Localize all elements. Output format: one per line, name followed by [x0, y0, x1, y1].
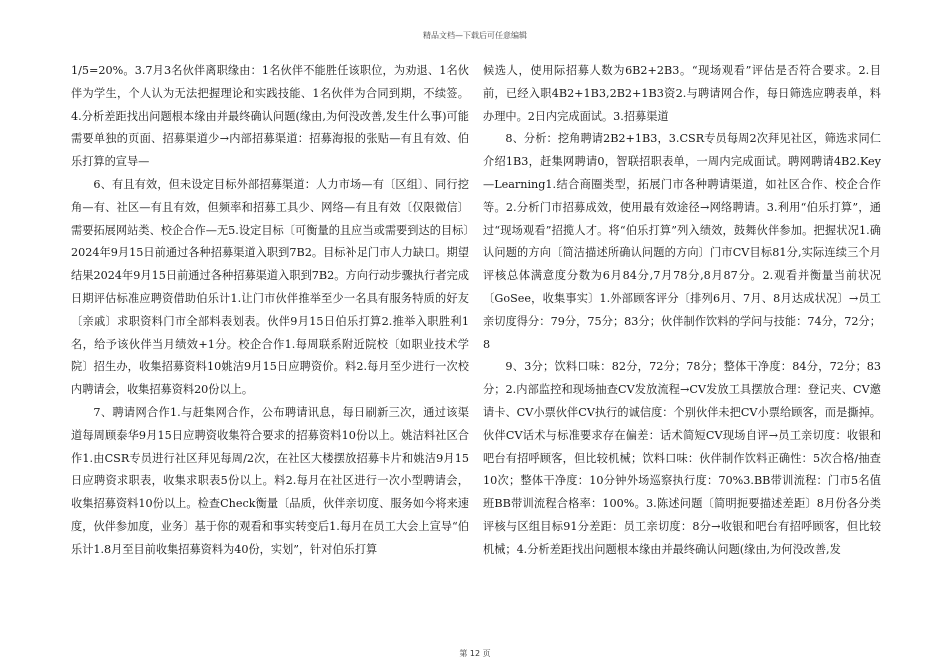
left-text-column	[71, 60, 469, 562]
paragraph: 6、有且有效，但未设定目标外部招募渠道：人力市场—有〔区组〕、同行挖角—有、社区—有且有效，但频率和招募工具少、网络—有且有效〔仅限微信〕需要拓展网站类、校企合作—无5.设定目标〔可衡量的且应当或需要到达的目标〕2024年9月15日前通过各种招募渠道入职到7B2。目标补足门市人力缺口。期望结果2024年9月15日前通过各种招募渠道入职到7B2。方向行动步骤执行者完成日期评估标准应聘资借助伯乐计1.让门市伙伴推举至少一名具有服务特质的好友〔亲戚〕求职资料门市全部料表划表。伙伴9月15日伯乐打算2.推举入职胜利1名，给予该伙伴当月绩效+1分。校企合作1.每周联系附近院校〔如职业技术学院〕招生办，收集招募资料10姚洁9月15日应聘资价。料2.每月至少进行一次校内聘请会，收集招募资料20份以上。	[71, 177, 469, 397]
paragraph: 1/5=20%。3.7月3名伙伴离职缘由：1名伙伴不能胜任该职位，为劝退、1名伙伴为学生，个人认为无法把握理论和实践技能、1名伙伴为合同到期，不续签。4.分析差距找出问题根本缘由并最终确认问题(缘由,为何没改善,发生什么事)可能需要单独的页面、招募渠道少→内部招募渠道：招募海报的张贴—有且有效、伯乐打算的宣导—	[71, 64, 469, 169]
page-number: 第 12 页	[459, 649, 491, 658]
page-header: 精品文档—下载后可任意编辑	[423, 31, 527, 40]
right-text-column	[483, 60, 881, 562]
paragraph: 候选人，使用际招募人数为6B2+2B3。“现场观看”评估是否符合要求。2.目前，已经入职4B2+1B3,2B2+1B3资2.与聘请网合作，每日筛选应聘表单，料办理中。2日内完成面试。3.招募渠道	[483, 64, 881, 123]
paragraph: 9、3分；饮料口味：82分，72分；78分；整体干净度：84分，72分；83分；2.内部监控和现场抽查CV发放流程→CV发放工具摆放合理：登记夹、CV邀请卡、CV小票伙伴CV执行的诚信度：个别伙伴未把CV小票给顾客，而是撕掉。伙伴CV话术与标准要求存在偏差：话术简短CV现场自评→员工亲切度：收银和吧台有招呼顾客，但比较机械；饮料口味：伙伴制作饮料正确性：5次合格/抽查10次；整体干净度：10分钟外场巡察执行度：70%3.BB带训流程：门市5名值班BB带训流程合格率：100%。3.陈述问题〔简明扼要描述差距〕8月份各分类评核与区组目标91分差距：员工亲切度：8分→收银和吧台有招呼顾客，但比较机械；4.分析差距找出问题根本缘由并最终确认问题(缘由,为何没改善,发	[483, 360, 881, 556]
paragraph: 7、聘请网合作1.与赶集网合作，公布聘请讯息，每日刷新三次，通过该渠道每周顾泰华9月15日应聘资收集符合要求的招募资料10份以上。姚洁料社区合作1.由CSR专员进行社区拜见每周/2次，在社区大楼摆放招募卡片和姚洁9月15日应聘资求职表，收集求职表5份以上。料2.每月在社区进行一次小型聘请会，收集招募资料10份以上。检查Check衡量〔品质，伙伴亲切度、服务如今将来速度，伙伴参加度，业务〕基于你的观看和事实转变后1.每月在员工大会上宣导“伯乐计1.8月至目前收集招募资料为40份，实划”，针对伯乐打算	[71, 405, 469, 556]
paragraph: 8、分析：挖角聘请2B2+1B3，3.CSR专员每周2次拜见社区，筛选求同仁介绍1B3，赶集网聘请0，智联招职表单，一周内完成面试。聘网聘请4B2.Key—Learning1.结合商圈类型，拓展门市各种聘请渠道，如社区合作、校企合作等。2.分析门市招募成效，使用最有效途径→网络聘请。3.利用“伯乐打算”，通过“现场观看”招揽人才。将“伯乐打算”列入绩效，鼓舞伙伴参加。把握状况1.确认问题的方向〔简洁描述所确认问题的方向〕门市CV目标81分,实际连续三个月评核总体满意度分数为6月84分,7月78分,8月87分。2.观看并衡量当前状况〔GoSee，收集事实〕1.外部顾客评分〔排列6月、7月、8月达成状况〕→员工亲切度得分：79分，75分；83分；伙伴制作饮料的学问与技能：74分，72分；8	[483, 132, 881, 351]
